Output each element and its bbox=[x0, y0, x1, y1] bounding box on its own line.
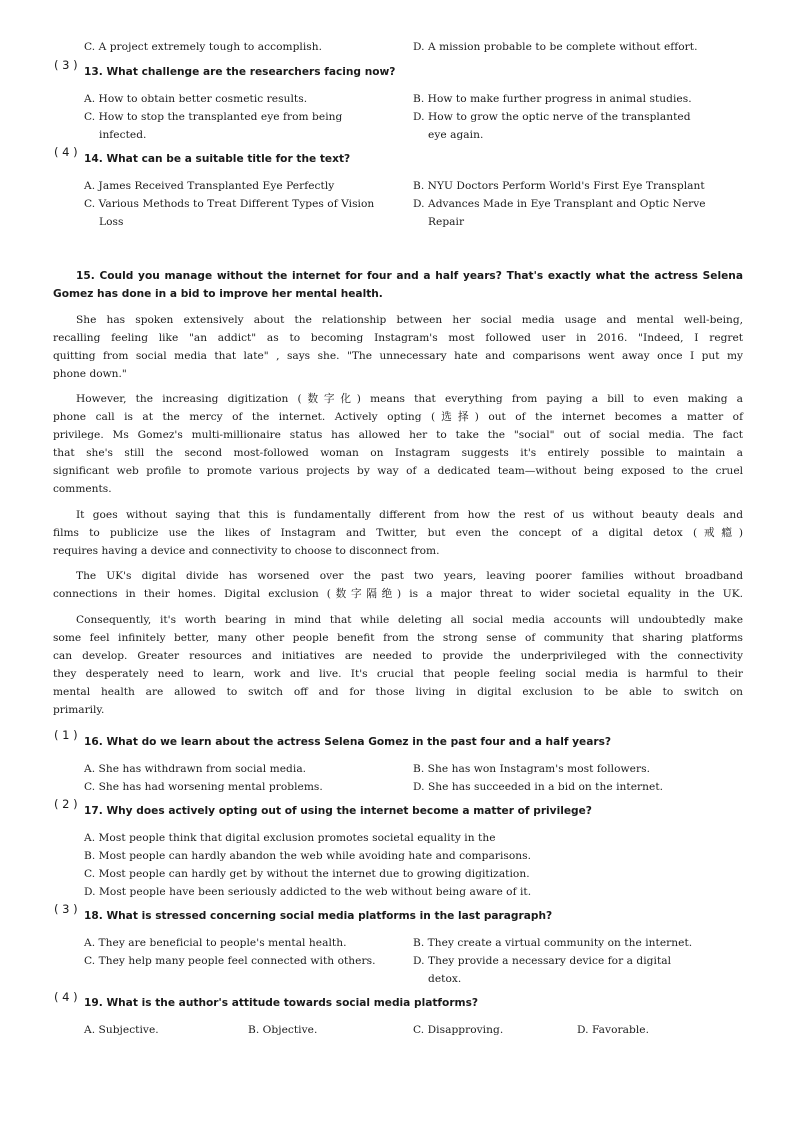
passage-paragraph-3 bbox=[53, 390, 743, 499]
paragraph-line: The UK's digital divide has worsened over the past two years, leaving poorer families without broadband bbox=[76, 570, 743, 582]
passage-paragraph-6 bbox=[53, 611, 743, 720]
q12-option-d: D. A mission probable to be complete without effort. bbox=[413, 41, 698, 53]
paragraph-line: films to publicize use the likes of Instagram and Twitter, but even the concept of a digital detox (戒瘾) bbox=[53, 527, 743, 540]
q14-option-c: C. Various Methods to Treat Different Types of Vision bbox=[84, 198, 375, 210]
q19-option-a: A. Subjective. bbox=[84, 1024, 159, 1036]
paragraph-line: primarily. bbox=[53, 704, 105, 717]
q17-option-a: A. Most people think that digital exclusion promotes societal equality in the bbox=[84, 832, 496, 844]
q13-option-d-cont: eye again. bbox=[428, 129, 484, 141]
q16-option-c: C. She has had worsening mental problems. bbox=[84, 781, 323, 793]
paragraph-line: privilege. Ms Gomez's multi-millionaire status has allowed her to take the "social" out of social media. The fact bbox=[53, 429, 743, 442]
q18-option-d-cont: detox. bbox=[428, 973, 462, 985]
paragraph-line: that she's still the second most-followed woman on Instagram suggests it's entirely possible to maintain a bbox=[53, 447, 743, 460]
q16-option-b: B. She has won Instagram's most followers. bbox=[413, 763, 650, 775]
q14-option-a: A. James Received Transplanted Eye Perfectly bbox=[84, 180, 335, 192]
passage-paragraph-4 bbox=[53, 506, 743, 560]
paragraph-line: mental health are allowed to switch off and for those living in digital exclusion to be able to switch on bbox=[53, 686, 743, 699]
q16-number: ( 1 ) bbox=[54, 728, 78, 742]
q18-option-b: B. They create a virtual community on the internet. bbox=[413, 937, 693, 949]
q19-question: 19. What is the author's attitude towards social media platforms? bbox=[84, 997, 479, 1009]
q18-question: 18. What is stressed concerning social media platforms in the last paragraph? bbox=[84, 910, 553, 922]
q17-option-b: B. Most people can hardly abandon the web while avoiding hate and comparisons. bbox=[84, 850, 532, 862]
paragraph-line: However, the increasing digitization (数字化) means that everything from paying a bill to even making a bbox=[76, 393, 743, 405]
q17-option-d: D. Most people have been seriously addicted to the web without being aware of it. bbox=[84, 886, 532, 898]
passage-intro-line: Gomez has done in a bid to improve her mental health. bbox=[53, 288, 383, 301]
paragraph-line: recalling feeling like "an addict" as to becoming Instagram's most followed user in 2016. "Indeed, I regret bbox=[53, 332, 743, 345]
passage-intro-line: 15. Could you manage without the internet for four and a half years? That's exactly what the actress Selena bbox=[76, 270, 743, 282]
q14-option-c-cont: Loss bbox=[99, 216, 124, 228]
q13-option-b: B. How to make further progress in animal studies. bbox=[413, 93, 692, 105]
q13-option-c: C. How to stop the transplanted eye from being bbox=[84, 111, 343, 123]
q13-option-a: A. How to obtain better cosmetic results. bbox=[84, 93, 308, 105]
paragraph-line: can develop. Greater resources and initiatives are needed to provide the underprivileged with the connectivity bbox=[53, 650, 743, 663]
paragraph-line: significant web profile to promote various projects by way of a dedicated team—without being exposed to the cruel bbox=[53, 465, 743, 478]
paragraph-line: they desperately need to learn, work and live. It's crucial that people feeling social media is harmful to their bbox=[53, 668, 743, 681]
paragraph-line: It goes without saying that this is fundamentally different from how the rest of us without beauty deals and bbox=[76, 509, 743, 521]
paragraph-line: requires having a device and connectivity to choose to disconnect from. bbox=[53, 545, 440, 558]
passage-intro bbox=[53, 267, 743, 303]
q14-number: ( 4 ) bbox=[54, 145, 78, 159]
paragraph-line: Consequently, it's worth bearing in mind that while deleting all social media accounts will undoubtedly make bbox=[76, 614, 743, 626]
q13-option-d: D. How to grow the optic nerve of the transplanted bbox=[413, 111, 691, 123]
q18-option-c: C. They help many people feel connected with others. bbox=[84, 955, 376, 967]
q17-question: 17. Why does actively opting out of using the internet become a matter of privilege? bbox=[84, 805, 592, 817]
q16-question: 16. What do we learn about the actress Selena Gomez in the past four and a half years? bbox=[84, 736, 612, 748]
q18-option-d: D. They provide a necessary device for a digital bbox=[413, 955, 672, 967]
q13-question: 13. What challenge are the researchers facing now? bbox=[84, 66, 396, 78]
paragraph-line: quitting from social media that late" , says she. "The unnecessary hate and comparisons went away once I put my bbox=[53, 350, 743, 363]
q14-option-d: D. Advances Made in Eye Transplant and Optic Nerve bbox=[413, 198, 706, 210]
q19-option-c: C. Disapproving. bbox=[413, 1024, 504, 1036]
q17-option-c: C. Most people can hardly get by without the internet due to growing digitization. bbox=[84, 868, 530, 880]
passage-paragraph-5 bbox=[53, 567, 743, 603]
q18-number: ( 3 ) bbox=[54, 902, 78, 916]
q16-option-a: A. She has withdrawn from social media. bbox=[84, 763, 307, 775]
q18-option-a: A. They are beneficial to people's mental health. bbox=[84, 937, 347, 949]
paragraph-line: connections in their homes. Digital exclusion (数字隔绝) is a major threat to wider societal equality in the UK. bbox=[53, 588, 743, 601]
paragraph-line: some feel infinitely better, many other people benefit from the strong sense of community that sharing platforms bbox=[53, 632, 743, 645]
q17-number: ( 2 ) bbox=[54, 797, 78, 811]
q13-option-c-cont: infected. bbox=[99, 129, 147, 141]
q19-option-b: B. Objective. bbox=[248, 1024, 318, 1036]
q13-number: ( 3 ) bbox=[54, 58, 78, 72]
passage-paragraph-2 bbox=[53, 311, 743, 383]
q19-option-d: D. Favorable. bbox=[577, 1024, 649, 1036]
paragraph-line: phone call is at the mercy of the internet. Actively opting (选择) out of the internet becomes a matter of bbox=[53, 411, 743, 424]
paragraph-line: She has spoken extensively about the relationship between her social media usage and mental well-being, bbox=[76, 314, 743, 326]
q19-number: ( 4 ) bbox=[54, 990, 78, 1004]
q14-question: 14. What can be a suitable title for the text? bbox=[84, 153, 351, 165]
q14-option-d-cont: Repair bbox=[428, 216, 465, 228]
paragraph-line: comments. bbox=[53, 483, 112, 496]
q14-option-b: B. NYU Doctors Perform World's First Eye Transplant bbox=[413, 180, 705, 192]
paragraph-line: phone down." bbox=[53, 368, 127, 381]
q12-option-c: C. A project extremely tough to accomplish. bbox=[84, 41, 323, 53]
q16-option-d: D. She has succeeded in a bid on the internet. bbox=[413, 781, 664, 793]
